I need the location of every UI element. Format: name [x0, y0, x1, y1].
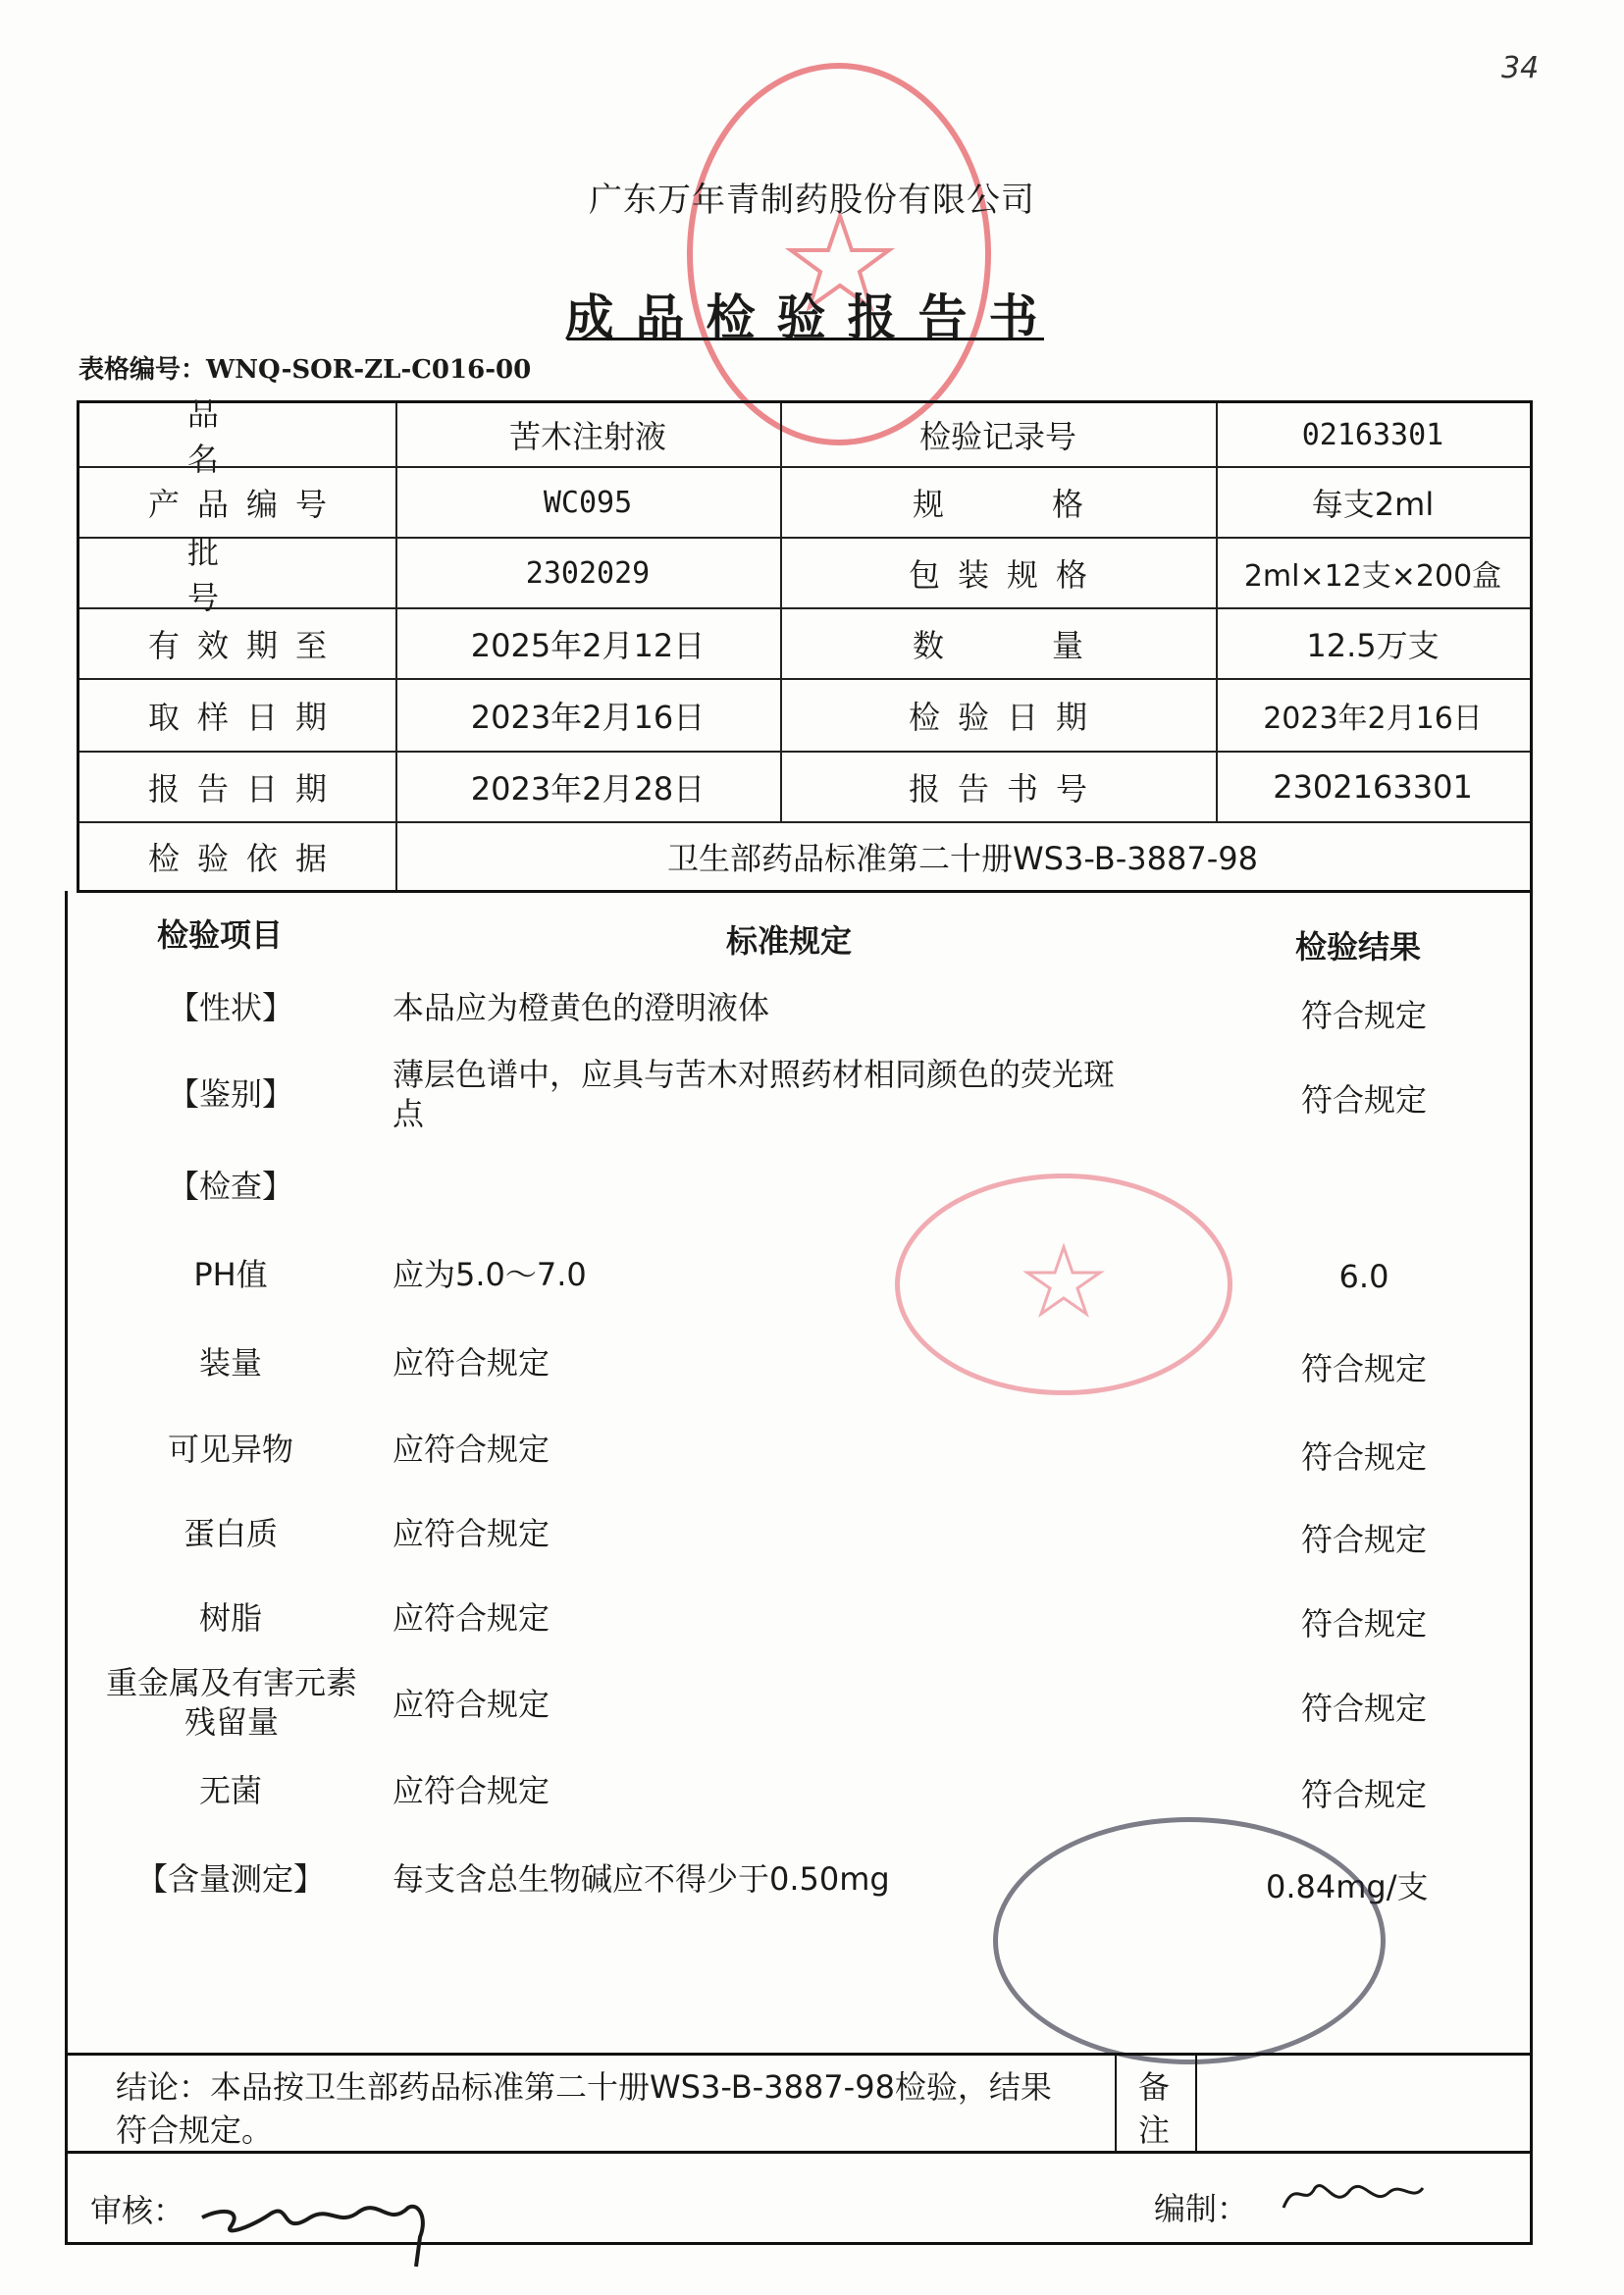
test-standard: 应符合规定 [393, 1772, 550, 1809]
info-value: 2023年2月16日 [1263, 702, 1483, 736]
info-label: 产品编号 [147, 486, 344, 523]
test-result: 符合规定 [1300, 1438, 1427, 1476]
test-item: 无菌 [198, 1772, 262, 1809]
info-label: 检验记录号 [918, 418, 1076, 455]
star-icon [693, 69, 987, 442]
test-item: 【性状】 [167, 989, 293, 1026]
test-standard: 应为5.0～7.0 [393, 1256, 587, 1293]
test-result: 符合规定 [1300, 1081, 1427, 1119]
test-standard: 应符合规定 [393, 1686, 550, 1723]
quality-management-stamp [687, 63, 991, 445]
info-label: 检验依据 [147, 840, 344, 877]
info-value: WC095 [543, 485, 633, 520]
info-label: 检验日期 [908, 699, 1105, 736]
info-value: 苦木注射液 [508, 418, 666, 455]
test-result: 符合规定 [1300, 1776, 1427, 1813]
info-label: 取样日期 [147, 699, 344, 736]
test-standard: 本品应为橙黄色的澄明液体 [393, 989, 770, 1026]
info-label: 批号 [187, 534, 328, 616]
info-row [79, 466, 1530, 537]
info-value: 每支2ml [1311, 486, 1435, 523]
test-result: 符合规定 [1300, 1521, 1427, 1558]
info-label: 包装规格 [908, 556, 1105, 594]
inspection-stamp [993, 1817, 1386, 2064]
test-result: 符合规定 [1300, 997, 1427, 1034]
header-item: 检验项目 [157, 916, 284, 954]
page-number: 34 [1501, 51, 1540, 85]
info-row [79, 395, 1530, 478]
test-standard: 每支含总生物碱应不得少于0.50mg [393, 1860, 890, 1898]
conclusion-text: 结论：本品按卫生部药品标准第二十册WS3-B-3887-98检验，结果 [116, 2068, 1052, 2106]
test-result: 6.0 [1338, 1258, 1389, 1295]
test-item-cont: 残留量 [183, 1703, 279, 1741]
info-row-basis [79, 821, 1530, 890]
info-value: 02163301 [1301, 417, 1444, 452]
test-result: 符合规定 [1300, 1350, 1427, 1387]
header-result: 检验结果 [1295, 928, 1422, 965]
remark-label: 注 [1138, 2112, 1171, 2149]
info-row [79, 751, 1530, 821]
info-value: 2023年2月16日 [470, 699, 706, 736]
company-name: 广东万年青制药股份有限公司 [589, 181, 1035, 220]
remark-label: 备 [1138, 2068, 1171, 2106]
test-item: 【含量测定】 [135, 1860, 325, 1898]
prepare-label: 编制： [1154, 2190, 1249, 2227]
test-result: 0.84mg/支 [1266, 1868, 1429, 1905]
info-value: 卫生部药品标准第二十册WS3-B-3887-98 [667, 840, 1258, 877]
test-standard: 应符合规定 [393, 1344, 550, 1382]
reviewer-signature [192, 2168, 447, 2276]
test-standard-cont: 点 [393, 1095, 425, 1132]
test-item: 蛋白质 [183, 1515, 278, 1552]
info-label: 数量 [912, 627, 1191, 664]
report-title: 成品检验报告书 [564, 289, 1060, 346]
test-result: 符合规定 [1300, 1605, 1427, 1643]
review-label: 审核： [90, 2192, 185, 2229]
info-value: 2302163301 [1273, 768, 1473, 806]
info-label: 报告书号 [908, 770, 1105, 808]
info-row [79, 678, 1530, 751]
info-value: 2ml×12支×200盒 [1243, 559, 1502, 594]
test-standard: 应符合规定 [393, 1515, 550, 1552]
county-pharma-stamp [895, 1174, 1232, 1395]
conclusion-divider [65, 2053, 1533, 2056]
header-standard: 标准规定 [726, 922, 853, 960]
test-item: 树脂 [198, 1599, 262, 1637]
test-item: 【检查】 [167, 1168, 293, 1205]
info-value: 2302029 [525, 555, 651, 591]
form-number: 表格编号：WNQ-SOR-ZL-C016-00 [79, 355, 532, 385]
product-info-table [77, 395, 1533, 893]
test-item: 重金属及有害元素 [105, 1664, 357, 1701]
info-value: 2023年2月28日 [470, 770, 706, 808]
preparer-signature [1276, 2168, 1433, 2227]
info-label: 有效期至 [147, 627, 344, 664]
star-icon [900, 1178, 1228, 1390]
test-standard: 应符合规定 [393, 1599, 550, 1637]
test-item: PH值 [193, 1256, 268, 1293]
test-standard: 薄层色谱中，应具与苦木对照药材相同颜色的荧光斑 [393, 1056, 1116, 1093]
info-value: 12.5万支 [1306, 627, 1440, 664]
conclusion-text-cont: 符合规定。 [116, 2112, 274, 2149]
test-item: 可见异物 [167, 1431, 293, 1468]
info-value: 2025年2月12日 [470, 627, 706, 664]
test-item: 【鉴别】 [167, 1075, 293, 1113]
info-label: 品名 [187, 395, 328, 478]
info-row [79, 534, 1530, 616]
signature-divider [65, 2151, 1533, 2154]
test-result: 符合规定 [1300, 1690, 1427, 1727]
test-item: 装量 [198, 1344, 262, 1382]
info-label: 规格 [912, 486, 1191, 523]
test-standard: 应符合规定 [393, 1431, 550, 1468]
info-row [79, 607, 1530, 678]
info-label: 报告日期 [147, 770, 344, 808]
title-underline [567, 338, 1044, 340]
